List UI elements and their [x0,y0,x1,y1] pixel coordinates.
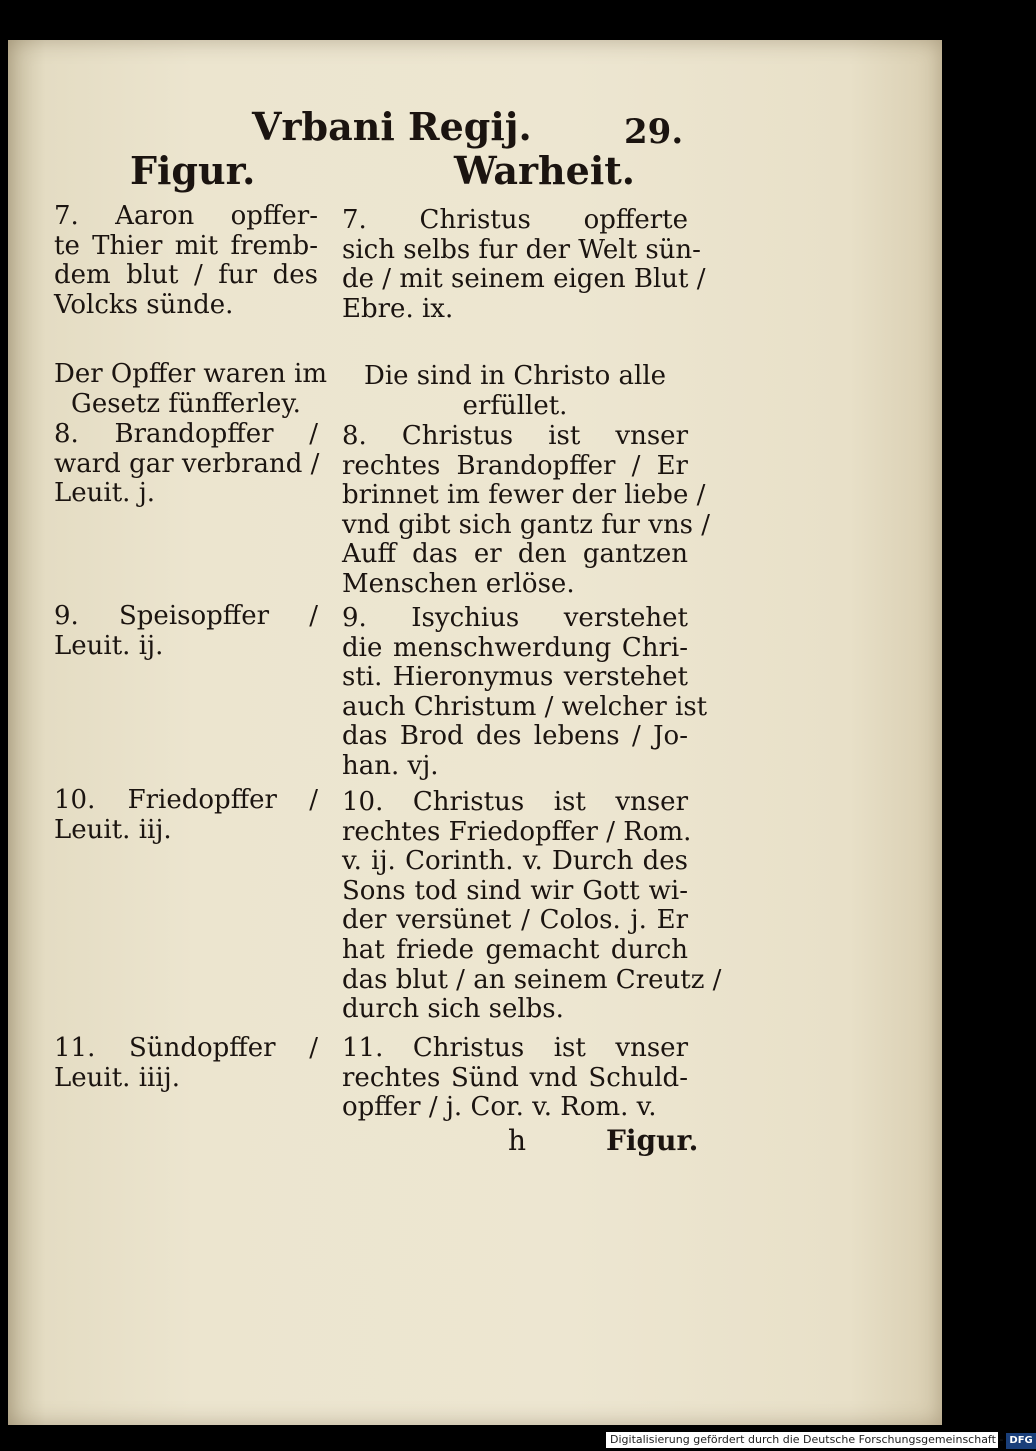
right-column-heading: Warheit. [454,148,636,193]
text-line: hat friede gemacht durch [342,934,688,965]
text-line: 11. Christus ist vnser [342,1033,688,1063]
text-line: 11. Sündopffer / [54,1033,318,1063]
left-column-heading: Figur. [130,148,256,193]
text-line: opffer / j. Cor. v. Rom. v. [342,1092,657,1123]
text-line: die menschwerdung Chri- [342,632,688,663]
text-line: erfüllet. [462,390,568,421]
left-para-10 [54,786,318,845]
right-para-10 [342,787,722,1025]
text-line: v. ij. Corinth. v. Durch des [342,846,688,877]
text-line: brinnet im fewer der liebe / [342,480,706,511]
left-para-7 [54,202,318,320]
running-title: Vrbani Regij. [252,104,532,149]
text-line: Gesetz fünfferley. [71,388,301,419]
text-line: te Thier mit fremb- [54,230,318,261]
text-line: 7. Christus opfferte [342,205,688,235]
text-line: das Brod des lebens / Jo- [342,721,688,752]
text-line: 9. Speisopffer / [54,601,318,631]
text-line: dem blut / fur des [54,260,318,291]
page-number: 29. [624,112,684,152]
text-line: der versünet / Colos. j. Er [342,905,688,936]
text-line: Auff das er den gantzen [342,539,688,570]
text-line: Menschen erlöse. [342,568,575,599]
text-line: Ebre. ix. [342,293,454,324]
left-para-11 [54,1034,318,1093]
text-line: Leuit. iij. [54,814,172,845]
text-line: Leuit. j. [54,478,156,509]
text-line: 10. Friedopffer / [54,785,318,815]
text-line: rechtes Brandopffer / Er [342,450,688,481]
text-line: 8. Brandopffer / [54,419,318,449]
text-line: vnd gibt sich gantz fur vns / [342,509,711,540]
text-line: 10. Christus ist vnser [342,787,688,817]
text-line: Volcks sünde. [54,289,234,320]
left-intro [54,359,327,419]
text-line: 7. Aaron opffer- [54,201,318,231]
right-para-7 [342,205,706,324]
text-line: han. vj. [342,750,439,781]
left-para-9 [54,602,318,661]
text-line: Sons tod sind wir Gott wi- [342,875,688,906]
text-line: das blut / an seinem Creutz / [342,964,722,995]
text-line: de / mit seinem eigen Blut / [342,264,706,295]
text-line: Leuit. ij. [54,630,164,661]
signature-mark: h [508,1124,527,1157]
right-para-9 [342,603,708,782]
footer-text: Digitalisierung gefördert durch die Deutsche Forschungsgemeinschaft - [610,1433,1004,1446]
text-line: sti. Hieronymus verstehet [342,662,688,693]
text-line: 9. Isychius verstehet [342,603,688,633]
right-para-8 [342,421,711,600]
dfg-logo: DFG [1006,1433,1035,1449]
text-line: ward gar verbrand / [54,448,320,479]
right-para-11 [342,1034,688,1123]
text-line: Leuit. iiij. [54,1062,180,1093]
text-line: Die sind in Christo alle [363,361,667,391]
text-line: rechtes Sünd vnd Schuld- [342,1062,688,1093]
catchword: Figur. [606,1124,699,1157]
text-line: 8. Christus ist vnser [342,421,688,451]
text-line: Der Opffer waren im [54,359,327,389]
left-para-8 [54,420,318,509]
text-line: rechtes Friedopffer / Rom. [342,816,692,847]
digitization-footer [606,1432,1033,1448]
text-line: auch Christum / welcher ist [342,691,708,722]
text-line: durch sich selbs. [342,994,564,1025]
right-intro [342,362,688,421]
text-line: sich selbs fur der Welt sün- [342,234,701,265]
book-page [8,40,942,1425]
